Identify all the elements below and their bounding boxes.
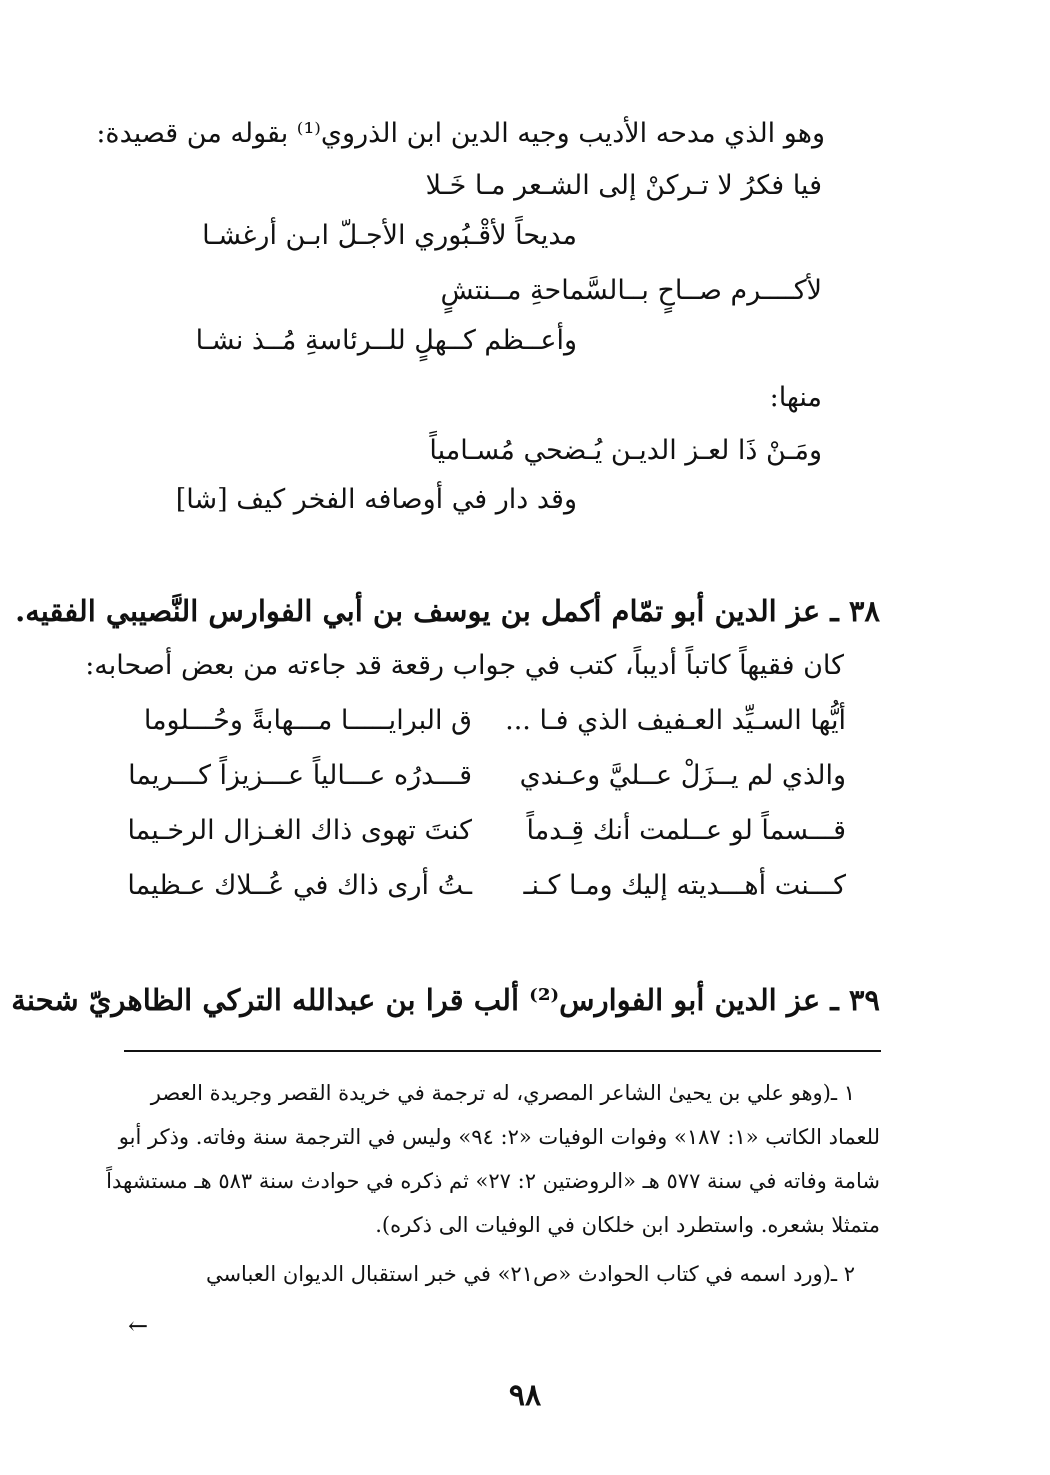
intro-line: وهو الذي مدحه الأديب وجيه الدين ابن الذروي⁽¹⁾ بقوله من قصيدة: (96, 118, 825, 149)
poem1-line-1: فيا فكرُ لا تـركنْ إلى الشـعر مـا خَـلا (425, 170, 822, 201)
poem2-line-2: وقد دار في أوصافه الفخر كيف [شا] (175, 484, 577, 515)
footnote-1-line-1: ١ ـ(وهو علي بن يحيىٰ الشاعر المصري، له ترجمة في خريدة القصر وجريدة العصر (150, 1081, 855, 1105)
minha-label: منها: (769, 382, 822, 413)
entry-38-verse-4-second: ـتُ أرى ذاك في عُــلاك عـظيما (127, 870, 472, 901)
entry-38-text: كان فقيهاً كاتباً أديباً، كتب في جواب رقعة قد جاءته من بعض أصحابه: (85, 650, 844, 681)
entry-38-verse-1-second: ق البرايـــــا مـــهابةً وحُـــلوما (143, 705, 472, 736)
poem1-line-2: مديحاً لأقْـبُوري الأجـلّ ابـن أرغشـا (202, 220, 577, 251)
entry-38-verse-2-second: قـــدرُه عـــالياً عـــزيزاً كـــريما (128, 760, 472, 791)
entry-38-verse-3-first: قـــسماً لو عــلمت أنك قِـدماً (526, 815, 846, 846)
poem1-line-4: وأعــظم كــهلٍ للــرئاسةِ مُــذ نشـا (195, 325, 577, 356)
entry-39-heading: ٣٩ ـ عز الدين أبو الفوارس⁽²⁾ ألب قرا بن عبدالله التركي الظاهريّ شحنة (11, 983, 880, 1017)
footnote-1-line-3: شامة وفاته في سنة ٥٧٧ هـ «الروضتين ٢: ٢٧» ثم ذكره في حوادث سنة ٥٨٣ هـ مستشهداً (106, 1169, 880, 1193)
entry-38-verse-1-first: أيُّها السـيِّد العـفيف الذي فـا ... (505, 705, 846, 736)
footnote-2-line-1: ٢ ـ(ورد اسمه في كتاب الحوادث «ص٢١» في خبر استقبال الديوان العباسي (205, 1262, 855, 1286)
entry-38-verse-3-second: كنتَ تهوى ذاك الغـزال الرخـيما (127, 815, 472, 846)
footnote-rule (124, 1050, 881, 1052)
entry-38-verse-2-first: والذي لم يــزَلْ عــليَّ وعـندي (519, 760, 846, 791)
footnote-1-line-2: للعماد الكاتب «١: ١٨٧» وفوات الوفيات «٢: ٩٤» وليس في الترجمة سنة وفاته. وذكر أبو (118, 1125, 880, 1149)
poem1-line-3: لأكــــرم صــاحٍ بــالسَّماحةِ مــنتشٍ (440, 275, 822, 306)
footnote-1-line-4: متمثلا بشعره. واستطرد ابن خلكان في الوفيات الى ذكره). (375, 1213, 880, 1237)
entry-38-heading: ٣٨ ـ عز الدين أبو تمّام أكمل بن يوسف بن أبي الفوارس النَّصيبي الفقيه. (15, 594, 880, 628)
entry-38-verse-4-first: كـــنت أهـــديته إليك ومـا كـنـ (523, 870, 846, 901)
page-number: ٩٨ (508, 1378, 542, 1413)
poem2-line-1: ومَـنْ ذَا لعـز الديـن يُـضحي مُسـامياً (429, 435, 822, 466)
continuation-arrow-icon: ← (128, 1312, 149, 1340)
